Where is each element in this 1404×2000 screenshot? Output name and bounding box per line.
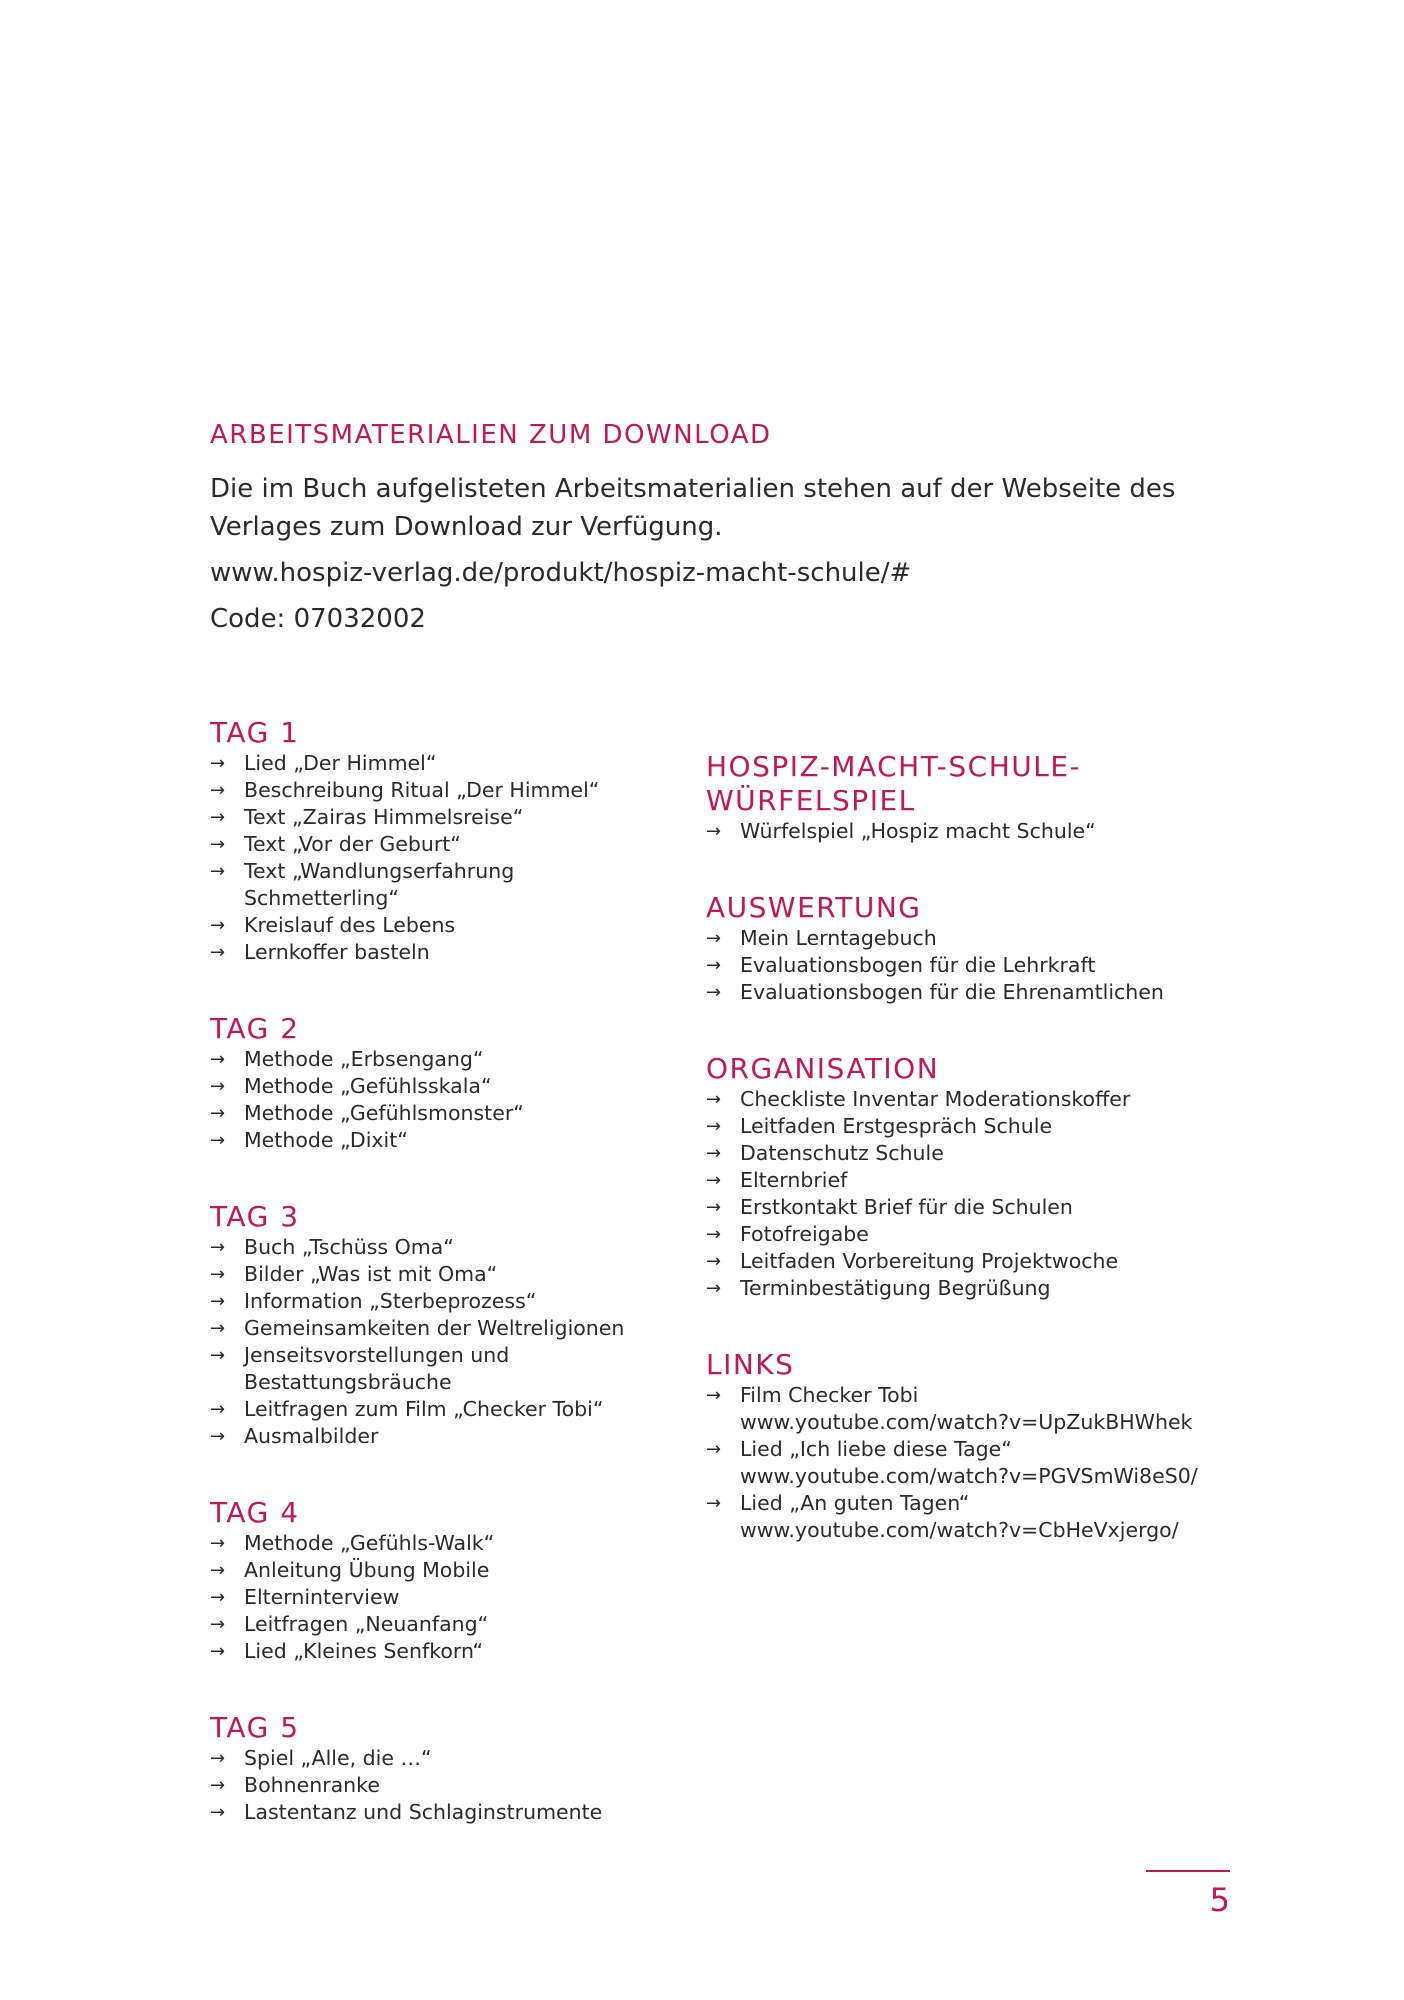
arrow-right-icon: → <box>210 942 226 963</box>
arrow-right-icon: → <box>210 1399 226 1420</box>
item-label: Elterninterview <box>244 1585 400 1609</box>
list-item <box>210 1557 670 1584</box>
item-list <box>210 1046 670 1154</box>
list-item <box>706 952 1266 979</box>
section-auswertung <box>706 891 1266 1006</box>
arrow-right-icon: → <box>210 1318 226 1339</box>
list-item <box>210 1611 670 1638</box>
item-label: Methode „Gefühls-Walk“ <box>244 1531 495 1555</box>
section-hospiz-macht-schule-wurfelspiel <box>706 750 1266 845</box>
arrow-right-icon: → <box>210 1264 226 1285</box>
section-links <box>706 1348 1266 1544</box>
arrow-right-icon: → <box>706 1116 722 1137</box>
arrow-right-icon: → <box>210 1426 226 1447</box>
download-code: Code: 07032002 <box>210 604 426 634</box>
item-label: Lastentanz und Schlaginstrumente <box>244 1800 603 1824</box>
arrow-right-icon: → <box>210 1560 226 1581</box>
item-label: Information „Sterbeprozess“ <box>244 1289 537 1313</box>
list-item <box>210 750 670 777</box>
item-label: Lied „Ich liebe diese Tage“ <box>740 1437 1012 1461</box>
list-item <box>210 858 670 912</box>
item-label: Text „Zairas Himmelsreise“ <box>244 805 524 829</box>
item-label: Leitfaden Erstgespräch Schule <box>740 1114 1053 1138</box>
list-item <box>706 818 1266 845</box>
left-column <box>210 716 670 1872</box>
section-organisation <box>706 1052 1266 1302</box>
list-item <box>706 1086 1266 1113</box>
arrow-right-icon: → <box>210 1614 226 1635</box>
arrow-right-icon: → <box>210 834 226 855</box>
arrow-right-icon: → <box>210 861 226 882</box>
arrow-right-icon: → <box>706 1278 722 1299</box>
arrow-right-icon: → <box>706 982 722 1003</box>
arrow-right-icon: → <box>210 1237 226 1258</box>
list-item <box>210 1396 670 1423</box>
item-label: Lernkoffer basteln <box>244 940 430 964</box>
section-tag-1 <box>210 716 670 966</box>
item-label: Terminbestätigung Begrüßung <box>740 1276 1051 1300</box>
intro-heading: ARBEITSMATERIALIEN ZUM DOWNLOAD <box>210 420 772 450</box>
section-title: TAG 3 <box>210 1200 300 1233</box>
section-tag-4 <box>210 1496 670 1665</box>
arrow-right-icon: → <box>210 1533 226 1554</box>
list-item <box>706 1194 1266 1221</box>
item-label: Mein Lerntagebuch <box>740 926 937 950</box>
arrow-right-icon: → <box>210 1802 226 1823</box>
item-label: Fotofreigabe <box>740 1222 869 1246</box>
item-label: Methode „Dixit“ <box>244 1128 408 1152</box>
page-number: 5 <box>1209 1881 1230 1919</box>
item-list <box>210 1234 670 1450</box>
list-item <box>706 1382 1266 1436</box>
list-item <box>706 925 1266 952</box>
arrow-right-icon: → <box>210 780 226 801</box>
arrow-right-icon: → <box>210 1587 226 1608</box>
item-link: www.youtube.com/watch?v=UpZukBHWhek <box>740 1410 1193 1434</box>
download-url: www.hospiz-verlag.de/produkt/hospiz-macht-schule/# <box>210 558 912 588</box>
list-item <box>210 804 670 831</box>
item-link: Bestattungsbräuche <box>244 1370 452 1394</box>
item-list <box>706 1086 1266 1302</box>
list-item <box>210 1127 670 1154</box>
arrow-right-icon: → <box>706 1143 722 1164</box>
item-label: Methode „Erbsengang“ <box>244 1047 484 1071</box>
item-list <box>706 818 1266 845</box>
section-title: LINKS <box>706 1348 795 1381</box>
list-item <box>706 1221 1266 1248</box>
list-item <box>706 1490 1266 1544</box>
arrow-right-icon: → <box>210 1049 226 1070</box>
item-label: Spiel „Alle, die …“ <box>244 1746 432 1770</box>
item-label: Bohnenranke <box>244 1773 380 1797</box>
list-item <box>210 912 670 939</box>
item-label: Checkliste Inventar Moderationskoffer <box>740 1087 1131 1111</box>
item-label: Gemeinsamkeiten der Weltreligionen <box>244 1316 625 1340</box>
item-label: Buch „Tschüss Oma“ <box>244 1235 454 1259</box>
section-title: HOSPIZ-MACHT-SCHULE-WÜRFELSPIEL <box>706 750 1082 817</box>
section-title: TAG 4 <box>210 1496 300 1529</box>
section-tag-3 <box>210 1200 670 1450</box>
item-label: Würfelspiel „Hospiz macht Schule“ <box>740 819 1096 843</box>
list-item <box>210 1234 670 1261</box>
arrow-right-icon: → <box>210 915 226 936</box>
item-label: Ausmalbilder <box>244 1424 379 1448</box>
item-list <box>706 1382 1266 1544</box>
section-title: AUSWERTUNG <box>706 891 922 924</box>
section-title: TAG 5 <box>210 1711 300 1744</box>
list-item <box>210 1315 670 1342</box>
arrow-right-icon: → <box>210 1076 226 1097</box>
section-tag-2 <box>210 1012 670 1154</box>
list-item <box>210 1073 670 1100</box>
list-item <box>706 1275 1266 1302</box>
list-item <box>706 1248 1266 1275</box>
list-item <box>706 1140 1266 1167</box>
item-label: Evaluationsbogen für die Lehrkraft <box>740 953 1096 977</box>
arrow-right-icon: → <box>706 928 722 949</box>
arrow-right-icon: → <box>706 1089 722 1110</box>
arrow-right-icon: → <box>706 1439 722 1460</box>
arrow-right-icon: → <box>706 1493 722 1514</box>
item-label: Text „Vor der Geburt“ <box>244 832 461 856</box>
section-title: TAG 2 <box>210 1012 300 1045</box>
arrow-right-icon: → <box>210 1345 226 1366</box>
item-label: Leitfragen „Neuanfang“ <box>244 1612 489 1636</box>
item-label: Text „Wandlungserfahrung Schmetterling“ <box>244 859 515 910</box>
item-label: Methode „Gefühlsmonster“ <box>244 1101 524 1125</box>
list-item <box>210 1638 670 1665</box>
arrow-right-icon: → <box>706 1224 722 1245</box>
arrow-right-icon: → <box>210 1103 226 1124</box>
arrow-right-icon: → <box>706 1170 722 1191</box>
list-item <box>706 1436 1266 1490</box>
list-item <box>210 1745 670 1772</box>
arrow-right-icon: → <box>210 753 226 774</box>
item-list <box>706 925 1266 1006</box>
item-label: Erstkontakt Brief für die Schulen <box>740 1195 1073 1219</box>
section-tag-5 <box>210 1711 670 1826</box>
arrow-right-icon: → <box>210 1130 226 1151</box>
item-label: Elternbrief <box>740 1168 848 1192</box>
list-item <box>210 939 670 966</box>
item-list <box>210 750 670 966</box>
list-item <box>706 1167 1266 1194</box>
arrow-right-icon: → <box>706 1197 722 1218</box>
item-label: Anleitung Übung Mobile <box>244 1558 490 1582</box>
item-label: Methode „Gefühlsskala“ <box>244 1074 492 1098</box>
list-item <box>210 1288 670 1315</box>
arrow-right-icon: → <box>706 1251 722 1272</box>
arrow-right-icon: → <box>210 1291 226 1312</box>
item-label: Lied „Der Himmel“ <box>244 751 437 775</box>
page-number-rule <box>1146 1870 1230 1872</box>
arrow-right-icon: → <box>210 1775 226 1796</box>
arrow-right-icon: → <box>210 1748 226 1769</box>
arrow-right-icon: → <box>706 1385 722 1406</box>
list-item <box>706 1113 1266 1140</box>
item-label: Lied „An guten Tagen“ <box>740 1491 970 1515</box>
arrow-right-icon: → <box>210 807 226 828</box>
arrow-right-icon: → <box>706 955 722 976</box>
right-column <box>706 750 1266 1590</box>
list-item <box>210 777 670 804</box>
list-item <box>210 831 670 858</box>
section-title: TAG 1 <box>210 716 300 749</box>
item-label: Evaluationsbogen für die Ehrenamtlichen <box>740 980 1164 1004</box>
item-label: Datenschutz Schule <box>740 1141 944 1165</box>
list-item <box>210 1342 670 1396</box>
list-item <box>210 1100 670 1127</box>
item-label: Lied „Kleines Senfkorn“ <box>244 1639 484 1663</box>
list-item <box>210 1423 670 1450</box>
item-label: Film Checker Tobi <box>740 1383 919 1407</box>
item-list <box>210 1530 670 1665</box>
list-item <box>210 1772 670 1799</box>
item-link: www.youtube.com/watch?v=CbHeVxjergo/ <box>740 1518 1179 1542</box>
item-label: Leitfaden Vorbereitung Projektwoche <box>740 1249 1119 1273</box>
list-item <box>210 1584 670 1611</box>
item-label: Leitfragen zum Film „Checker Tobi“ <box>244 1397 604 1421</box>
arrow-right-icon: → <box>210 1641 226 1662</box>
item-link: www.youtube.com/watch?v=PGVSmWi8eS0/ <box>740 1464 1198 1488</box>
item-list <box>210 1745 670 1826</box>
arrow-right-icon: → <box>706 821 722 842</box>
list-item <box>210 1046 670 1073</box>
item-label: Bilder „Was ist mit Oma“ <box>244 1262 498 1286</box>
item-label: Jenseitsvorstellungen und <box>244 1343 510 1367</box>
intro-text: Die im Buch aufgelisteten Arbeitsmaterialien stehen auf der Webseite des Verlages zum Download zur Verfügung. <box>210 474 1176 542</box>
list-item <box>210 1799 670 1826</box>
list-item <box>706 979 1266 1006</box>
list-item <box>210 1530 670 1557</box>
item-label: Kreislauf des Lebens <box>244 913 456 937</box>
section-title: ORGANISATION <box>706 1052 940 1085</box>
list-item <box>210 1261 670 1288</box>
intro-block <box>210 418 1260 646</box>
item-label: Beschreibung Ritual „Der Himmel“ <box>244 778 600 802</box>
